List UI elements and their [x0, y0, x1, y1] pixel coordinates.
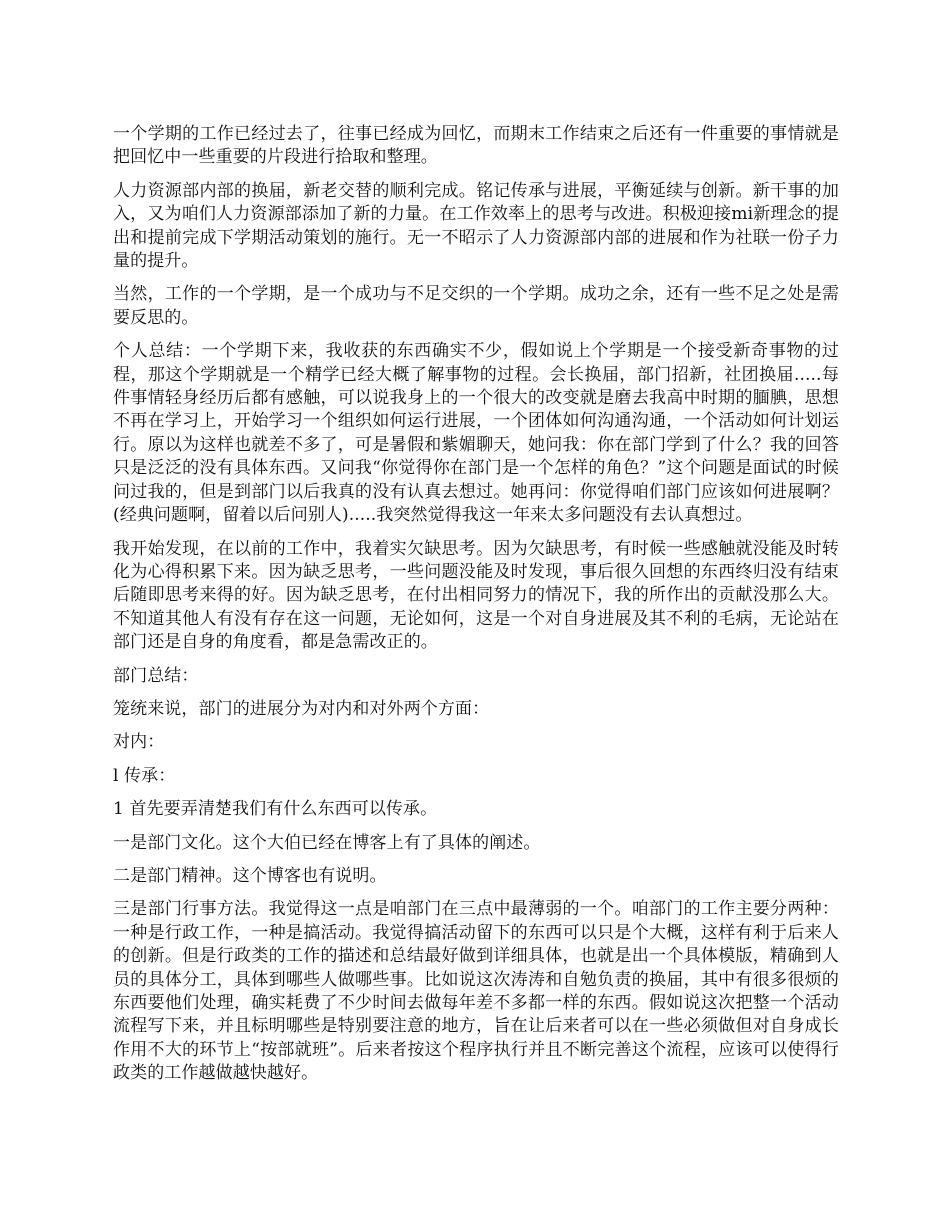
paragraph-personal-summary: 个人总结：一个学期下来，我收获的东西确实不少，假如说上个学期是一个接受新奇事物的过程，那这个学期就是一个精学已经大概了解事物的过程。会长换届，部门招新，社团换届.....每件事情轻身经历后都有感触，可以说我身上的一个很大的改变就是磨去我高中时期的腼腆，思想不再在学习上，开始学习一个组织如何运行进展，一个团体如何沟通沟通，一个活动如何计划运行。原以为这样也就差不多了，可是暑假和紫媚聊天，她问我：你在部门学到了什么？我的回答只是泛泛的没有具体东西。又问我“你觉得你在部门是一个怎样的角色？”这个问题是面试的时候问过我的，但是到部门以后我真的没有认真去想过。她再问：你觉得咱们部门应该如何进展啊？(经典问题啊，留着以后问别人).....我突然觉得我这一年来太多问题没有去认真想过。 — [113, 341, 839, 526]
paragraph-reflection: 当然，工作的一个学期，是一个成功与不足交织的一个学期。成功之余，还有一些不足之处是需要反思的。 — [113, 284, 839, 328]
list-item-culture: 一是部门文化。这个大伯已经在博客上有了具体的阐述。 — [113, 832, 541, 853]
paragraph-intro: 一个学期的工作已经过去了，往事已经成为回忆，而期末工作结束之后还有一件重要的事情就是把回忆中一些重要的片段进行拾取和整理。 — [113, 124, 839, 168]
heading-inheritance: l 传承： — [113, 765, 176, 786]
paragraph-overview: 笼统来说，部门的进展分为对内和对外两个方面： — [113, 698, 490, 719]
list-item-1: 1 首先要弄清楚我们有什么东西可以传承。 — [113, 799, 438, 820]
heading-department-summary: 部门总结： — [113, 665, 199, 686]
document-body — [113, 123, 839, 1096]
paragraph-hr-transition: 人力资源部内部的换届，新老交替的顺利完成。铭记传承与进展，平衡延续与创新。新干事的加入，又为咱们人力资源部添加了新的力量。在工作效率上的思考与改进。积极迎接mi新理念的提出和提前完成下学期活动策划的施行。无一不昭示了人力资源部内部的进展和作为社联一份子力量的提升。 — [113, 180, 839, 272]
heading-internal: 对内： — [113, 732, 165, 753]
list-item-spirit: 二是部门精神。这个博客也有说明。 — [113, 865, 387, 886]
list-item-methods: 三是部门行事方法。我觉得这一点是咱部门在三点中最薄弱的一个。咱部门的工作主要分两种：一种是行政工作，一种是搞活动。我觉得搞活动留下的东西可以只是个大概，这样有利于后来人的创新。但是行政类的工作的描述和总结最好做到详细具体，也就是出一个具体模版，精确到人员的具体分工，具体到哪些人做哪些事。比如说这次涛涛和自勉负责的换届，其中有很多很烦的东西要他们处理，确实耗费了不少时间去做每年差不多都一样的东西。假如说这次把整一个活动流程写下来，并且标明哪些是特别要注意的地方，旨在让后来者可以在一些必须做但对自身成长作用不大的环节上“按部就班”。后来者按这个程序执行并且不断完善这个流程，应该可以使得行政类的工作越做越快越好。 — [113, 899, 839, 1084]
paragraph-lack-of-thinking: 我开始发现，在以前的工作中，我着实欠缺思考。因为欠缺思考，有时候一些感触就没能及时转化为心得积累下来。因为缺乏思考，一些问题没能及时发现，事后很久回想的东西终归没有结束后随即思考来得的好。因为缺乏思考，在付出相同努力的情况下，我的所作出的贡献没那么大。不知道其他人有没有存在这一问题，无论如何，这是一个对自身进展及其不利的毛病，无论站在部门还是自身的角度看，都是急需改正的。 — [113, 538, 839, 653]
